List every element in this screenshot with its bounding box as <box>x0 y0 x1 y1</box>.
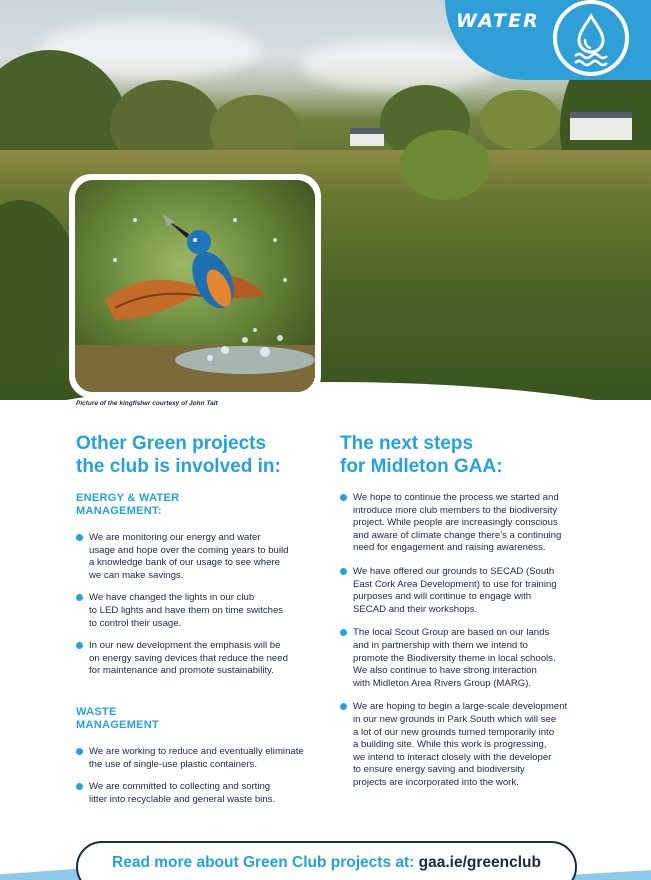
line: need for engagement and raising awareness. <box>353 542 546 554</box>
line: projects are incorporated into the work. <box>353 776 519 788</box>
line: the use of single-use plastic containers. <box>89 758 257 770</box>
line: and aware of climate change there’s a continuing <box>353 529 562 541</box>
energy-water-subheading <box>76 492 179 518</box>
footer-banner <box>76 841 577 880</box>
heading-line: the club is involved in: <box>76 456 281 477</box>
heading-line: Other Green projects <box>76 433 267 454</box>
line: litter into recyclable and general waste bins. <box>89 793 276 805</box>
line: The local Scout Group are based on our lands <box>353 627 550 639</box>
waste-list <box>76 746 336 806</box>
energy-water-list <box>76 532 326 678</box>
line: In our new development the emphasis will be <box>89 640 281 652</box>
line: a building site. While this work is progressing, <box>353 739 547 751</box>
kingfisher-photo <box>75 180 315 392</box>
left-column-heading <box>76 432 281 478</box>
greenclub-link[interactable]: gaa.ie/greenclub <box>418 854 541 871</box>
line: We also continue to have strong interaction <box>353 665 537 677</box>
list-item <box>76 746 336 771</box>
list-item <box>340 627 600 690</box>
list-item <box>76 781 336 806</box>
waste-subheading <box>76 706 159 732</box>
line: usage and hope over the coming years to build <box>89 544 289 556</box>
heading-line: The next steps <box>340 433 474 454</box>
heading-line: for Midleton GAA: <box>340 456 503 477</box>
water-label: WATER <box>456 10 540 32</box>
subheading-line: MANAGEMENT <box>76 719 160 731</box>
line: purposes and will continue to engage with <box>353 591 532 603</box>
line: a knowledge bank of our usage to see where <box>89 557 280 569</box>
line: on energy saving devices that reduce the need <box>89 652 288 664</box>
line: introduce more club members to the biodiversity <box>353 504 558 516</box>
line: We are working to reduce and eventually eliminate <box>89 746 304 757</box>
list-item <box>340 701 600 789</box>
next-steps-list <box>340 492 600 789</box>
line: for maintenance and promote sustainability. <box>89 665 274 677</box>
line: project. While people are increasingly conscious <box>353 517 558 529</box>
line: to LED lights and have them on time switches <box>89 604 284 616</box>
list-item <box>340 492 600 555</box>
line: to control their usage. <box>89 617 182 629</box>
line: we intend to interact closely with the developer <box>353 751 552 763</box>
kingfisher-photo-frame <box>69 174 321 398</box>
list-item <box>76 532 326 582</box>
subheading-line: ENERGY & WATER <box>76 492 180 504</box>
right-column-heading <box>340 432 503 478</box>
line: We are committed to collecting and sorting <box>89 781 271 793</box>
list-item <box>76 592 326 630</box>
line: We are monitoring our energy and water <box>89 532 261 543</box>
line: We have offered our grounds to SECAD (South <box>353 565 555 577</box>
line: East Cork Area Development) to use for training <box>353 578 557 590</box>
subheading-line: MANAGEMENT: <box>76 505 162 517</box>
list-item <box>340 566 600 616</box>
line: We are hoping to begin a large-scale development <box>353 701 568 713</box>
line: a lot of our new grounds turned temporarily into <box>353 726 555 738</box>
subheading-line: WASTE <box>76 706 117 718</box>
line: in our new grounds in Park South which will see <box>353 713 557 725</box>
water-drop-icon <box>553 0 629 76</box>
line: promote the Biodiversity theme in local schools. <box>353 652 556 664</box>
line: with Midleton Area Rivers Group (MARG). <box>353 677 532 689</box>
line: We have changed the lights in our club <box>89 592 255 604</box>
line: to ensure energy saving and biodiversity <box>353 764 525 776</box>
line: and in partnership with them we intend to <box>353 639 528 651</box>
line: we can make savings. <box>89 569 184 581</box>
footer-prefix: Read more about Green Club projects at: <box>112 854 419 871</box>
footer-text <box>78 854 575 872</box>
line: SECAD and their workshops. <box>353 603 478 615</box>
list-item <box>76 640 326 678</box>
line: We hope to continue the process we started and <box>353 492 559 503</box>
photo-caption: Picture of the kingfisher courtesy of John Tait <box>76 400 218 407</box>
